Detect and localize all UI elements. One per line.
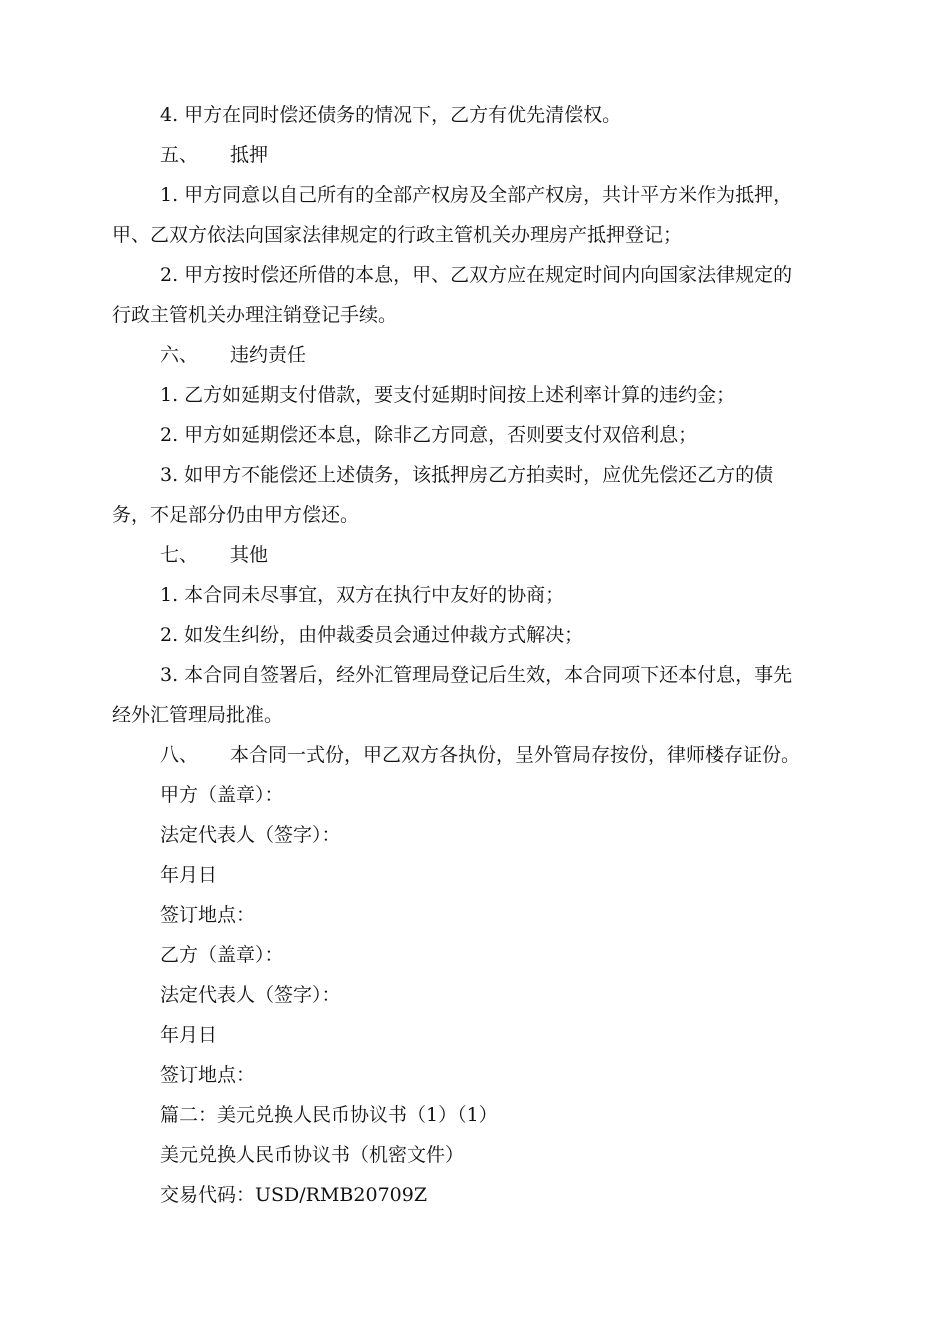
section-title: 违约责任: [230, 344, 307, 366]
paragraph-line: 4. 甲方在同时偿还债务的情况下，乙方有优先清偿权。: [160, 104, 622, 126]
paragraph-line: 1. 甲方同意以自己所有的全部产权房及全部产权房，共计平方米作为抵押，: [160, 184, 793, 206]
section-heading-7: [160, 535, 268, 575]
paragraph-line: 3. 如甲方不能偿还上述债务，该抵押房乙方拍卖时，应优先偿还乙方的债: [160, 464, 774, 486]
section-title: 其他: [230, 544, 269, 566]
paragraph-line: 1. 乙方如延期支付借款，要支付延期时间按上述利率计算的违约金；: [160, 384, 736, 406]
signature-date-b: 年月日: [160, 1024, 218, 1046]
section-title: 抵押: [230, 144, 269, 166]
paragraph-line: 3. 本合同自签署后，经外汇管理局登记后生效，本合同项下还本付息，事先: [160, 664, 793, 686]
section-number: 六、: [160, 344, 199, 366]
section-heading-8: [160, 735, 800, 775]
section-number: 八、: [160, 744, 199, 766]
paragraph-line: 2. 如发生纠纷，由仲裁委员会通过仲裁方式解决；: [160, 624, 584, 646]
signature-place-b: 签订地点：: [160, 1064, 256, 1086]
paragraph-line: 1. 本合同未尽事宜，双方在执行中友好的协商；: [160, 584, 565, 606]
signature-place-a: 签订地点：: [160, 904, 256, 926]
section-heading-6: [160, 335, 306, 375]
signature-representative-a: 法定代表人（签字）：: [160, 824, 341, 846]
signature-representative-b: 法定代表人（签字）：: [160, 984, 341, 1006]
paragraph-line: 2. 甲方如延期偿还本息，除非乙方同意，否则要支付双倍利息；: [160, 424, 698, 446]
section-title: 本合同一式份，甲乙双方各执份，呈外管局存按份，律师楼存证份。: [230, 744, 801, 766]
paragraph-line: 行政主管机关办理注销登记手续。: [112, 304, 398, 326]
paragraph-line: 务，不足部分仍由甲方偿还。: [112, 504, 360, 526]
signature-party-a: 甲方（盖章）：: [160, 784, 284, 806]
section-number: 七、: [160, 544, 199, 566]
paragraph-line: 经外汇管理局批准。: [112, 704, 284, 726]
next-article-title: 篇二：美元兑换人民币协议书（1）（1）: [160, 1104, 498, 1126]
agreement-title: 美元兑换人民币协议书（机密文件）: [160, 1144, 465, 1166]
section-number: 五、: [160, 144, 199, 166]
section-heading-5: [160, 135, 268, 175]
signature-date-a: 年月日: [160, 864, 218, 886]
signature-party-b: 乙方（盖章）：: [160, 944, 284, 966]
paragraph-line: 2. 甲方按时偿还所借的本息，甲、乙双方应在规定时间内向国家法律规定的: [160, 264, 793, 286]
paragraph-line: 甲、乙双方依法向国家法律规定的行政主管机关办理房产抵押登记；: [112, 224, 683, 246]
transaction-code: 交易代码：USD/RMB20709Z: [160, 1184, 428, 1206]
